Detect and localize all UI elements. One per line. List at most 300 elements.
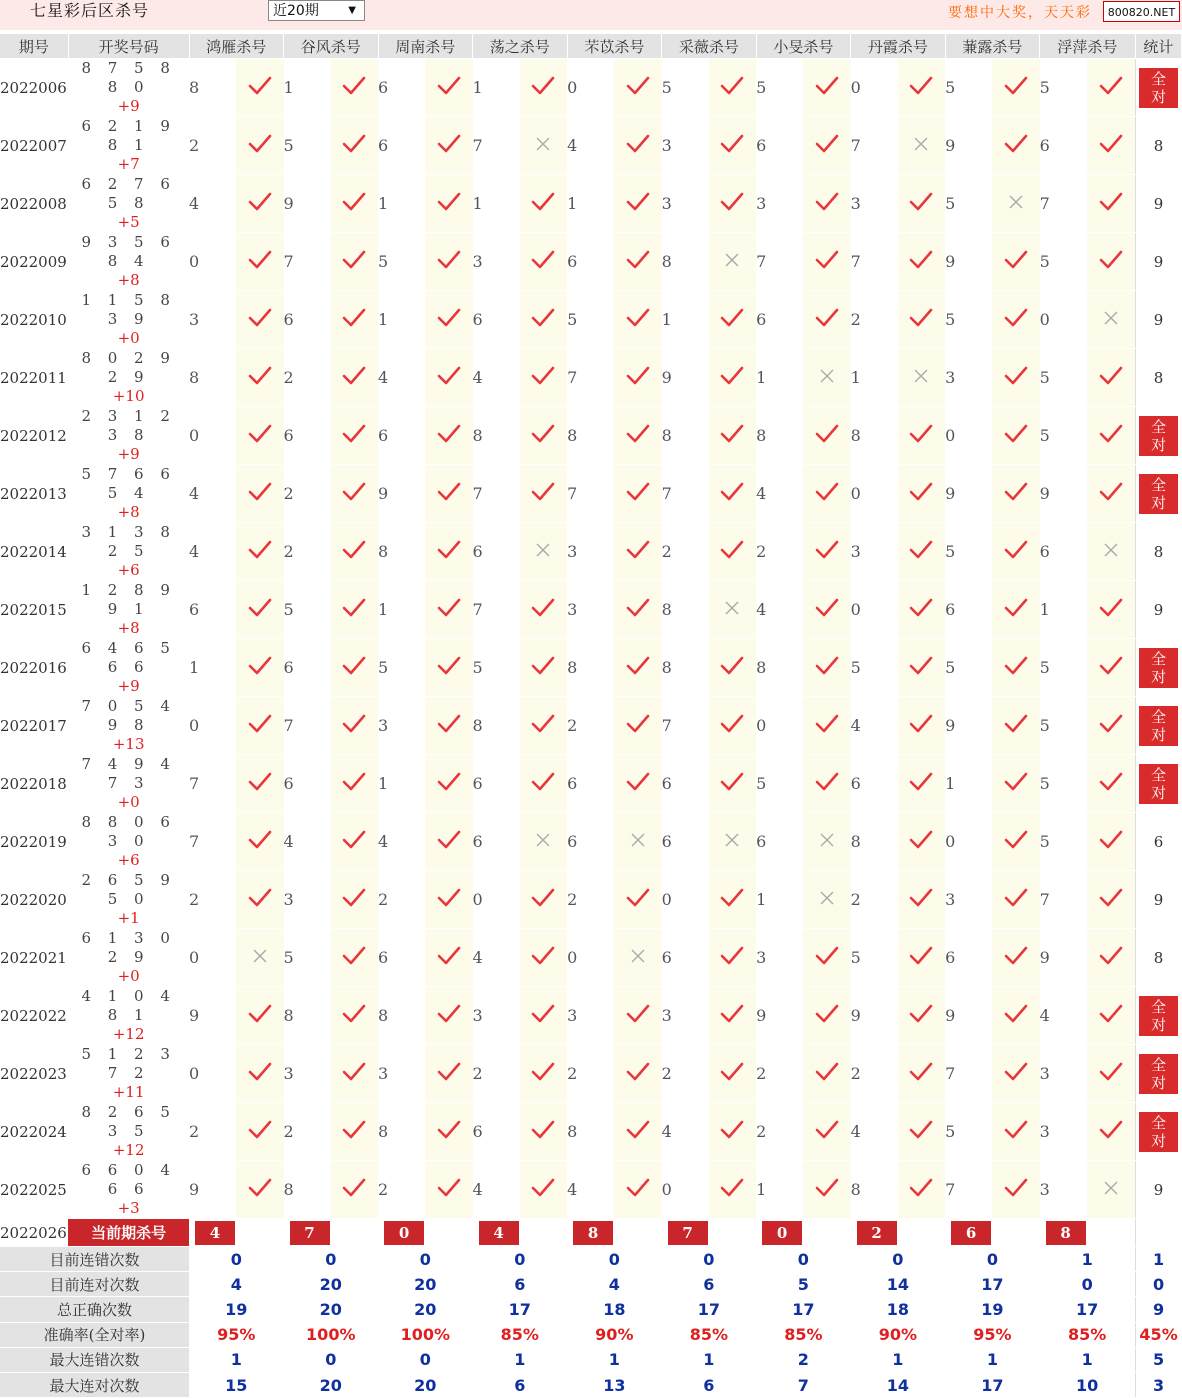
kill-number: 2: [473, 1045, 520, 1103]
summary-value: 19: [189, 1297, 284, 1322]
kill-number: 1: [945, 755, 992, 813]
draw-numbers: 8 0 2 9 2 9: [81, 349, 176, 386]
table-row: [0, 1103, 1182, 1161]
table-row: [0, 465, 1182, 523]
check-icon: [1087, 175, 1135, 233]
period-cell: 2022008: [0, 175, 68, 233]
check-icon: [1087, 233, 1135, 291]
kill-number: 3: [189, 291, 236, 349]
kill-number: 8: [378, 523, 425, 581]
draw-numbers: 8 8 0 6 3 0: [81, 813, 176, 850]
check-icon: [709, 987, 756, 1045]
summary-value: 85%: [662, 1322, 757, 1347]
kill-number: 0: [567, 929, 614, 987]
summary-stat: 9: [1135, 1297, 1181, 1322]
check-icon: [992, 523, 1039, 581]
check-icon: [614, 639, 661, 697]
check-icon: [709, 407, 756, 465]
cross-icon: [709, 813, 756, 871]
check-icon: [1087, 117, 1135, 175]
draw-sum: +0: [117, 329, 140, 347]
kill-number: 9: [378, 465, 425, 523]
summary-value: 6: [662, 1272, 757, 1297]
draw-numbers: 8 7 5 8 8 0: [81, 59, 176, 96]
kill-number: 0: [189, 929, 236, 987]
check-icon: [331, 291, 378, 349]
check-icon: [992, 697, 1039, 755]
check-icon: [803, 233, 850, 291]
kill-number: 5: [756, 755, 803, 813]
all-right-badge: 全 对: [1139, 474, 1178, 514]
table-row: [0, 581, 1182, 639]
check-icon: [331, 1103, 378, 1161]
check-icon: [425, 871, 472, 929]
check-icon: [992, 407, 1039, 465]
summary-value: 18: [851, 1297, 946, 1322]
kill-number: 7: [189, 813, 236, 871]
check-icon: [331, 697, 378, 755]
kill-number: 4: [567, 117, 614, 175]
kill-number: 9: [662, 349, 709, 407]
kill-number: 0: [945, 407, 992, 465]
draw-number-cell: [68, 639, 189, 697]
kill-number: 0: [851, 581, 898, 639]
summary-label: 最大连错次数: [0, 1347, 189, 1372]
period-cell: 2022026: [0, 1219, 68, 1247]
check-icon: [898, 871, 945, 929]
kill-number: 8: [284, 987, 331, 1045]
summary-value: 1: [1040, 1347, 1136, 1372]
summary-label: 准确率(全对率): [0, 1322, 189, 1347]
kill-number: 5: [1040, 59, 1087, 117]
summary-value: 17: [945, 1272, 1040, 1297]
stat-cell: [1135, 639, 1181, 697]
check-icon: [425, 59, 472, 117]
kill-number: 5: [945, 523, 992, 581]
table-row: [0, 117, 1182, 175]
check-icon: [236, 407, 283, 465]
summary-value: 6: [662, 1372, 757, 1397]
check-icon: [803, 581, 850, 639]
check-icon: [803, 291, 850, 349]
kill-number: 1: [473, 59, 520, 117]
draw-sum: +0: [117, 967, 140, 985]
kill-number: 9: [1040, 929, 1087, 987]
stat-cell: 8: [1135, 929, 1181, 987]
kill-number: 8: [567, 407, 614, 465]
check-icon: [898, 175, 945, 233]
current-kill-cell: [945, 1219, 1040, 1247]
stat-cell: 9: [1135, 581, 1181, 639]
check-icon: [803, 639, 850, 697]
kill-number: 1: [567, 175, 614, 233]
kill-number: 0: [851, 59, 898, 117]
kill-number: 8: [473, 697, 520, 755]
stat-cell: [1135, 407, 1181, 465]
cross-icon: [709, 581, 756, 639]
kill-number: 8: [851, 407, 898, 465]
period-cell: 2022013: [0, 465, 68, 523]
site-badge[interactable]: 800820.NET: [1103, 1, 1180, 22]
summary-value: 90%: [567, 1322, 662, 1347]
check-icon: [898, 697, 945, 755]
check-icon: [614, 871, 661, 929]
check-icon: [898, 465, 945, 523]
summary-value: 100%: [378, 1322, 473, 1347]
check-icon: [331, 523, 378, 581]
check-icon: [1087, 1045, 1135, 1103]
kill-number: 6: [756, 117, 803, 175]
kill-number: 0: [1040, 291, 1087, 349]
summary-value: 5: [756, 1272, 851, 1297]
check-icon: [425, 639, 472, 697]
kill-number: 3: [662, 175, 709, 233]
check-icon: [236, 465, 283, 523]
check-icon: [236, 349, 283, 407]
check-icon: [236, 871, 283, 929]
cross-icon: [614, 929, 661, 987]
kill-number: 4: [378, 813, 425, 871]
check-icon: [425, 987, 472, 1045]
draw-numbers: 5 1 2 3 7 2: [81, 1045, 176, 1082]
period-cell: 2022024: [0, 1103, 68, 1161]
period-cell: 2022015: [0, 581, 68, 639]
table-row: [0, 871, 1182, 929]
check-icon: [520, 175, 567, 233]
kill-number: 1: [473, 175, 520, 233]
stat-cell: 9: [1135, 175, 1181, 233]
draw-sum: +8: [117, 619, 140, 637]
draw-numbers: 5 7 6 6 5 4: [81, 465, 176, 502]
check-icon: [614, 291, 661, 349]
check-icon: [803, 59, 850, 117]
check-icon: [331, 117, 378, 175]
summary-value: 0: [567, 1247, 662, 1272]
check-icon: [331, 59, 378, 117]
kill-number: 7: [945, 1161, 992, 1219]
check-icon: [614, 987, 661, 1045]
current-kill-number: 0: [762, 1221, 802, 1245]
kill-number: 2: [189, 117, 236, 175]
check-icon: [236, 233, 283, 291]
kill-number: 6: [189, 581, 236, 639]
summary-stat: 45%: [1135, 1322, 1181, 1347]
kill-number: 6: [378, 59, 425, 117]
kill-number: 2: [567, 871, 614, 929]
draw-number-cell: [68, 871, 189, 929]
kill-number: 7: [851, 233, 898, 291]
kill-number: 5: [1040, 755, 1087, 813]
draw-numbers: 8 2 6 5 3 5: [81, 1103, 176, 1140]
kill-number: 6: [378, 929, 425, 987]
check-icon: [331, 175, 378, 233]
check-icon: [992, 929, 1039, 987]
check-icon: [236, 813, 283, 871]
draw-number-cell: [68, 233, 189, 291]
draw-number-cell: [68, 523, 189, 581]
stat-cell: [1135, 1219, 1181, 1247]
cross-icon: [992, 175, 1039, 233]
check-icon: [614, 175, 661, 233]
period-cell: 2022007: [0, 117, 68, 175]
check-icon: [614, 117, 661, 175]
summary-value: 1: [189, 1347, 284, 1372]
check-icon: [425, 929, 472, 987]
check-icon: [992, 581, 1039, 639]
draw-numbers: 3 1 3 8 2 5: [81, 523, 176, 560]
current-kill-number: 8: [573, 1221, 613, 1245]
promo-slogan: 要想中大奖，天天彩: [948, 5, 1092, 21]
check-icon: [992, 465, 1039, 523]
kill-number: 1: [1040, 581, 1087, 639]
period-cell: 2022023: [0, 1045, 68, 1103]
cross-icon: [803, 871, 850, 929]
kill-number: 9: [945, 465, 992, 523]
check-icon: [898, 929, 945, 987]
kill-number: 2: [662, 1045, 709, 1103]
period-cell: 2022010: [0, 291, 68, 349]
kill-number: 5: [945, 1103, 992, 1161]
summary-value: 85%: [1040, 1322, 1136, 1347]
table-row: [0, 1161, 1182, 1219]
cross-icon: [520, 523, 567, 581]
draw-number-cell: [68, 175, 189, 233]
kill-number: 6: [662, 755, 709, 813]
kill-number: 4: [1040, 987, 1087, 1045]
kill-number: 4: [473, 929, 520, 987]
kill-number: 0: [189, 1045, 236, 1103]
current-kill-number: 6: [951, 1221, 991, 1245]
kill-number: 4: [567, 1161, 614, 1219]
check-icon: [425, 349, 472, 407]
check-icon: [1087, 639, 1135, 697]
summary-label: 总正确次数: [0, 1297, 189, 1322]
kill-number: 4: [378, 349, 425, 407]
check-icon: [1087, 407, 1135, 465]
period-range-select[interactable]: [268, 0, 365, 21]
kill-number: 5: [284, 117, 331, 175]
check-icon: [803, 465, 850, 523]
kill-number: 6: [284, 291, 331, 349]
check-icon: [520, 349, 567, 407]
kill-number: 1: [284, 59, 331, 117]
check-icon: [992, 1103, 1039, 1161]
kill-number: 8: [378, 987, 425, 1045]
check-icon: [992, 349, 1039, 407]
kill-number: 7: [473, 117, 520, 175]
check-icon: [1087, 697, 1135, 755]
kill-number: 5: [945, 639, 992, 697]
draw-sum: +8: [117, 271, 140, 289]
summary-value: 19: [945, 1297, 1040, 1322]
check-icon: [520, 291, 567, 349]
draw-sum: +6: [117, 851, 140, 869]
cross-icon: [803, 813, 850, 871]
draw-sum: +0: [117, 793, 140, 811]
summary-value: 20: [378, 1297, 473, 1322]
current-kill-number: 7: [290, 1221, 330, 1245]
kill-number: 6: [473, 523, 520, 581]
kill-number: 7: [756, 233, 803, 291]
check-icon: [425, 407, 472, 465]
check-icon: [520, 581, 567, 639]
table-row: [0, 291, 1182, 349]
kill-number: 8: [284, 1161, 331, 1219]
cross-icon: [614, 813, 661, 871]
draw-number-cell: [68, 117, 189, 175]
check-icon: [520, 1045, 567, 1103]
kill-number: 8: [662, 407, 709, 465]
draw-number-cell: [68, 407, 189, 465]
check-icon: [1087, 813, 1135, 871]
summary-value: 4: [567, 1272, 662, 1297]
draw-numbers: 7 0 5 4 9 8: [81, 697, 176, 734]
kill-number-table: [0, 34, 1182, 1398]
table-row: [0, 407, 1182, 465]
check-icon: [520, 929, 567, 987]
summary-value: 7: [756, 1372, 851, 1397]
period-cell: 2022006: [0, 59, 68, 117]
draw-numbers: 1 1 5 8 3 9: [81, 291, 176, 328]
current-kill-number: 4: [195, 1221, 235, 1245]
top-bar: [0, 0, 1182, 30]
check-icon: [331, 871, 378, 929]
kill-number: 5: [1040, 407, 1087, 465]
check-icon: [425, 1161, 472, 1219]
summary-value: 17: [1040, 1297, 1136, 1322]
kill-number: 5: [1040, 349, 1087, 407]
check-icon: [425, 117, 472, 175]
check-icon: [898, 291, 945, 349]
dropdown-arrow-icon: ▼: [348, 5, 356, 16]
stat-cell: 6: [1135, 813, 1181, 871]
kill-number: 1: [378, 291, 425, 349]
all-right-badge: 全 对: [1139, 996, 1178, 1036]
stat-cell: 8: [1135, 117, 1181, 175]
check-icon: [898, 233, 945, 291]
all-right-badge: 全 对: [1139, 416, 1178, 456]
period-cell: 2022022: [0, 987, 68, 1045]
kill-number: 0: [756, 697, 803, 755]
check-icon: [803, 117, 850, 175]
kill-number: 7: [189, 755, 236, 813]
draw-sum: +12: [112, 1141, 145, 1159]
check-icon: [992, 987, 1039, 1045]
summary-value: 10: [1040, 1372, 1136, 1397]
kill-number: 4: [189, 465, 236, 523]
stat-cell: [1135, 697, 1181, 755]
kill-number: 2: [662, 523, 709, 581]
check-icon: [331, 465, 378, 523]
check-icon: [236, 117, 283, 175]
kill-number: 7: [662, 465, 709, 523]
kill-number: 7: [567, 465, 614, 523]
column-header-expert: 丹霞杀号: [851, 34, 946, 59]
table-row: [0, 929, 1182, 987]
kill-number: 9: [945, 987, 992, 1045]
kill-number: 5: [284, 581, 331, 639]
kill-number: 4: [473, 1161, 520, 1219]
check-icon: [709, 639, 756, 697]
check-icon: [520, 987, 567, 1045]
summary-value: 1: [567, 1347, 662, 1372]
check-icon: [709, 1161, 756, 1219]
check-icon: [898, 987, 945, 1045]
check-icon: [898, 813, 945, 871]
summary-value: 18: [567, 1297, 662, 1322]
kill-number: 6: [378, 407, 425, 465]
kill-number: 0: [473, 871, 520, 929]
column-header-expert: 蒹露杀号: [945, 34, 1040, 59]
kill-number: 3: [756, 929, 803, 987]
kill-number: 7: [851, 117, 898, 175]
kill-number: 5: [945, 291, 992, 349]
period-cell: 2022018: [0, 755, 68, 813]
check-icon: [614, 465, 661, 523]
period-cell: 2022019: [0, 813, 68, 871]
summary-value: 0: [378, 1247, 473, 1272]
table-row: [0, 175, 1182, 233]
summary-row: [0, 1297, 1182, 1322]
check-icon: [331, 581, 378, 639]
kill-number: 3: [662, 987, 709, 1045]
kill-number: 6: [378, 117, 425, 175]
kill-number: 4: [189, 175, 236, 233]
draw-numbers: 1 2 8 9 9 1: [81, 581, 176, 618]
kill-number: 3: [1040, 1161, 1087, 1219]
summary-row: [0, 1247, 1182, 1272]
check-icon: [425, 697, 472, 755]
kill-number: 3: [567, 523, 614, 581]
kill-number: 3: [378, 1045, 425, 1103]
stat-cell: [1135, 755, 1181, 813]
kill-number: 7: [1040, 871, 1087, 929]
summary-value: 0: [756, 1247, 851, 1272]
kill-number: 8: [567, 1103, 614, 1161]
draw-number-cell: [68, 349, 189, 407]
summary-row: [0, 1272, 1182, 1297]
kill-number: 1: [756, 349, 803, 407]
summary-stat: 0: [1135, 1272, 1181, 1297]
check-icon: [520, 755, 567, 813]
summary-value: 0: [189, 1247, 284, 1272]
summary-value: 20: [284, 1272, 379, 1297]
kill-number: 3: [567, 987, 614, 1045]
kill-number: 6: [567, 755, 614, 813]
draw-number-cell: [68, 813, 189, 871]
summary-value: 20: [284, 1297, 379, 1322]
check-icon: [1087, 465, 1135, 523]
kill-number: 0: [189, 407, 236, 465]
all-right-badge: 全 对: [1139, 648, 1178, 688]
check-icon: [331, 813, 378, 871]
kill-number: 8: [662, 233, 709, 291]
draw-numbers: 6 1 3 0 2 9: [81, 929, 176, 966]
current-kill-cell: [662, 1219, 757, 1247]
summary-value: 20: [284, 1372, 379, 1397]
kill-number: 6: [662, 813, 709, 871]
kill-number: 4: [189, 523, 236, 581]
kill-number: 3: [378, 697, 425, 755]
check-icon: [614, 581, 661, 639]
kill-number: 6: [756, 813, 803, 871]
summary-value: 17: [662, 1297, 757, 1322]
kill-number: 5: [851, 639, 898, 697]
kill-number: 3: [1040, 1045, 1087, 1103]
kill-number: 8: [756, 407, 803, 465]
kill-number: 6: [284, 407, 331, 465]
kill-number: 3: [945, 349, 992, 407]
